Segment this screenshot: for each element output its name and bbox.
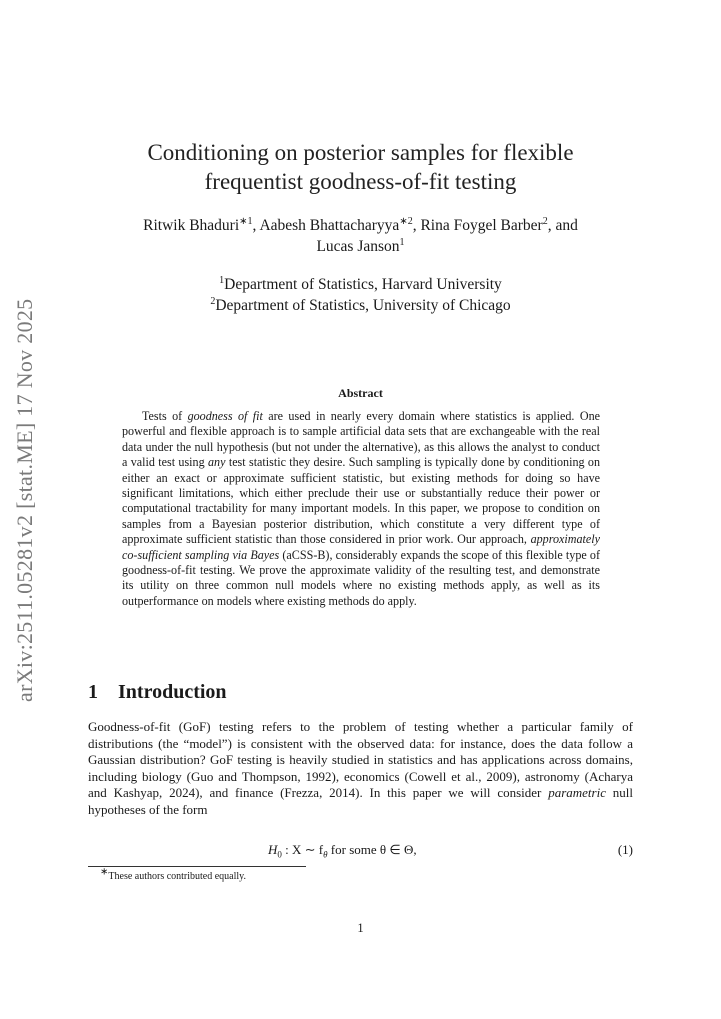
section-number: 1 bbox=[88, 681, 98, 703]
eq-relation: : X ∼ f bbox=[281, 842, 324, 857]
affiliations bbox=[0, 274, 721, 316]
author-name: Lucas Janson bbox=[316, 238, 400, 255]
author-affil-mark: 1 bbox=[399, 236, 405, 248]
abstract-text: (aCSS-B), considerably expands the scope of this flexible type of goodness-of-fit testing. We prove the approximate validity of the resulting test, and demonstrate its utility on three common null models where no existing methods apply, as well as its outperformance on models where existing methods do apply. bbox=[122, 547, 600, 608]
affiliation-text: Department of Statistics, University of Chicago bbox=[215, 297, 511, 314]
title-line-1: Conditioning on posterior samples for flexible bbox=[147, 140, 574, 165]
eq-symbol: H bbox=[268, 842, 278, 857]
abstract-text: Tests of bbox=[142, 409, 188, 423]
footnote-mark: ∗ bbox=[100, 866, 109, 878]
author-affil-mark: ∗2 bbox=[399, 215, 413, 227]
affiliation-text: Department of Statistics, Harvard University bbox=[224, 276, 502, 293]
abstract-body bbox=[122, 409, 600, 609]
affil-mark: 2 bbox=[210, 295, 216, 307]
intro-paragraph bbox=[88, 719, 633, 818]
author-name: Ritwik Bhaduri bbox=[143, 217, 240, 234]
abstract-emphasis: any bbox=[208, 455, 226, 470]
author-name: Rina Foygel Barber bbox=[420, 217, 543, 234]
author-affil-mark: 2 bbox=[542, 215, 548, 227]
section-title: Introduction bbox=[118, 681, 227, 703]
affiliation-2 bbox=[0, 295, 721, 316]
author-conjunction: , and bbox=[547, 217, 578, 234]
equation-body bbox=[268, 842, 417, 860]
title-line-2: frequentist goodness-of-fit testing bbox=[204, 169, 517, 194]
author-name: Aabesh Bhattacharyya bbox=[259, 217, 400, 234]
author-affil-mark: ∗1 bbox=[239, 215, 253, 227]
eq-subscript: 0 bbox=[277, 849, 282, 860]
footnote-text: These authors contributed equally. bbox=[108, 871, 247, 882]
abstract-heading: Abstract bbox=[338, 386, 383, 400]
intro-emphasis: parametric bbox=[548, 785, 606, 800]
page-number: 1 bbox=[357, 921, 364, 935]
eq-subscript: θ bbox=[323, 849, 328, 860]
paper-title bbox=[0, 138, 721, 196]
footnote bbox=[100, 866, 247, 882]
eq-condition: for some θ ∈ Θ, bbox=[327, 842, 417, 857]
intro-text: Goodness-of-fit (GoF) testing refers to the problem of testing whether a particular family of distributions (the “model”) is consistent with the observed data: for instance, does the data follow a Gaussian distribution? GoF testing is heavily studied in statistics and has applications across domains, including biology (Guo and Thompson, 1992), economics (Cowell et al., 2009), astronomy (Acharya and Kashyap, 2024), and finance (Frezza, 2014). In this paper we will consider bbox=[88, 719, 633, 800]
footnote-rule bbox=[88, 866, 306, 867]
abstract-text: test statistic they desire. Such sampling is typically done by conditioning on either an exact or approximate sufficient statistic, but existing methods for doing so have significant limitations, which either preclude their use or substantially reduce their power or computational tractability for many important models. In this paper, we propose to condition on samples from a Bayesian posterior distribution, which constitute a very different type of approximate sufficient statistic than those considered in prior work. Our approach, bbox=[122, 455, 600, 547]
author-list: Ritwik Bhaduri$^{∗1}$, Aabesh Bhattacharyya$^{∗2}$, Rina Foygel Barber$^2$, and Lucas Janson$^1$ bbox=[143, 215, 578, 255]
section-heading bbox=[88, 681, 227, 704]
abstract-emphasis: approximately co-sufficient sampling via Bayes bbox=[122, 532, 600, 562]
arxiv-stamp: arXiv:2511.05281v2 [stat.ME] 17 Nov 2025 bbox=[12, 298, 37, 702]
abstract-emphasis: goodness of fit bbox=[187, 409, 263, 423]
abstract-text: are used in nearly every domain where statistics is applied. One powerful and flexible approach is to sample artificial data sets that are exchangeable with the real data under the null hypothesis (but not under the alternative), as this allows the analyst to conduct a valid test using bbox=[122, 409, 600, 470]
intro-text: null hypotheses of the form bbox=[88, 785, 633, 817]
affiliation-1 bbox=[0, 274, 721, 295]
affil-mark: 1 bbox=[219, 274, 225, 286]
abstract-paragraph bbox=[122, 409, 600, 609]
equation-number: (1) bbox=[617, 842, 633, 857]
